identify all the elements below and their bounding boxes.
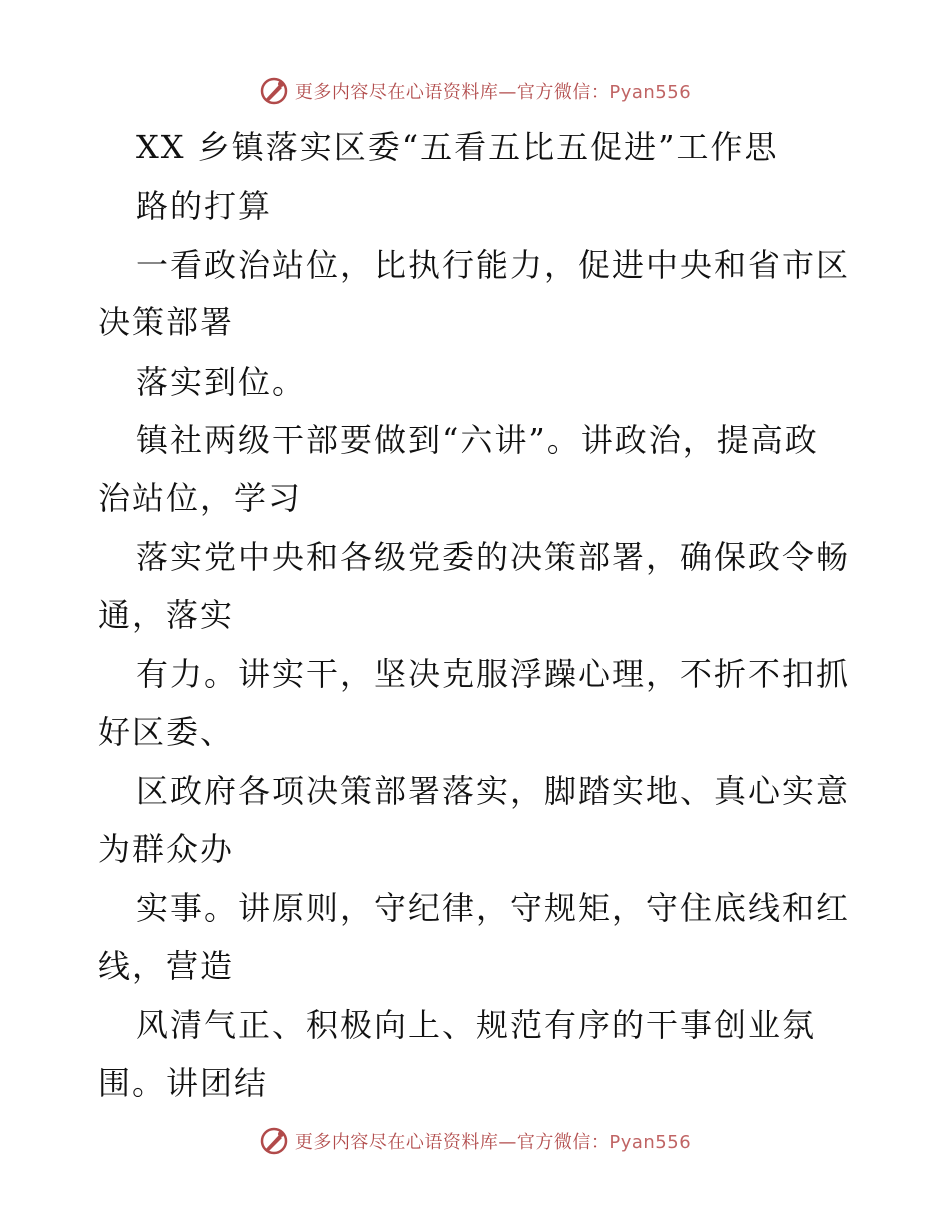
doc-line: 为群众办 <box>98 830 235 868</box>
doc-line: 有力。讲实干，坚决克服浮躁心理，不折不扣抓 <box>136 655 851 693</box>
watermark-wechat-id: Pyan556 <box>609 82 692 103</box>
doc-line: 风清气正、积极向上、规范有序的干事创业氛 <box>136 1006 817 1044</box>
watermark-wechat-id: Pyan556 <box>609 1132 692 1153</box>
doc-line: 落实党中央和各级党委的决策部署，确保政令畅 <box>136 538 851 576</box>
watermark-label: 更多内容尽在心语资料库—官方微信： <box>294 82 610 103</box>
doc-line: 一看政治站位，比执行能力，促进中央和省市区 <box>136 246 851 284</box>
pen-logo-icon <box>259 1126 289 1156</box>
doc-line: 落实到位。 <box>136 363 307 401</box>
doc-title-line-2: 路的打算 <box>136 187 273 225</box>
doc-line: 区政府各项决策部署落实，脚踏实地、真心实意 <box>136 772 851 810</box>
watermark-label: 更多内容尽在心语资料库—官方微信： <box>294 1132 610 1153</box>
doc-line: 通，落实 <box>98 596 235 634</box>
watermark-text <box>295 1128 691 1154</box>
doc-line: 镇社两级干部要做到“六讲”。讲政治，提高政 <box>136 421 819 459</box>
doc-line: 决策部署 <box>98 303 235 341</box>
doc-line: 治站位，学习 <box>98 479 303 517</box>
doc-line: 围。讲团结 <box>98 1064 269 1102</box>
doc-line: 线，营造 <box>98 947 235 985</box>
doc-line: 实事。讲原则，守纪律，守规矩，守住底线和红 <box>136 889 851 927</box>
watermark-footer <box>0 1121 950 1161</box>
doc-title-line-1: XX 乡镇落实区委“五看五比五促进”工作思 <box>136 128 779 166</box>
doc-line: 好区委、 <box>98 713 235 751</box>
